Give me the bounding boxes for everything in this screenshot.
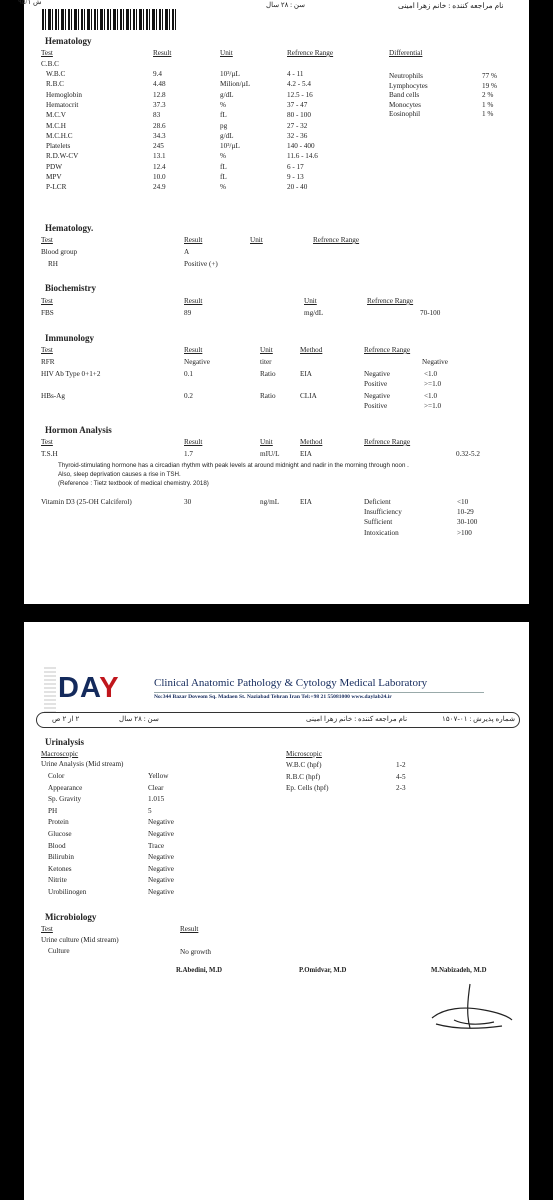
signature-name-1: R.Abedini, M.D (176, 967, 223, 974)
range-value: 4 - 11 (287, 70, 304, 78)
lab-name: Clinical Anatomic Pathology & Cytology Medical Laboratory (154, 677, 428, 689)
range-value: 37 - 47 (287, 100, 308, 109)
test-name: RFR (41, 358, 55, 366)
test-name: HBs-Ag (41, 392, 65, 400)
result-value: 9.4 (153, 70, 162, 78)
unit-value: Ratio (260, 370, 276, 378)
unit-value: pg (220, 121, 228, 130)
col-result: Result (184, 297, 203, 305)
unit-value: 10³/µL (220, 142, 240, 151)
result-value: 4.48 (153, 80, 166, 89)
test-name: PDW (46, 162, 62, 171)
range-value: 11.6 - 14.6 (287, 152, 318, 161)
result-value: 0.1 (184, 370, 193, 378)
col-method: Method (300, 438, 323, 446)
test-name: Glucose (48, 830, 72, 838)
unit-value: 10³/µL (220, 70, 240, 78)
col-unit: Unit (250, 236, 263, 244)
test-name: Urobilinogen (48, 888, 87, 896)
urine-sample: Urine Analysis (Mid stream) (41, 760, 124, 768)
differential-value: 1 % (482, 110, 494, 119)
range-value: >100 (457, 529, 472, 537)
section-title-urinalysis: Urinalysis (45, 737, 85, 747)
differential-name: Lymphocytes (389, 81, 428, 90)
header-divider (154, 692, 484, 693)
differential-name: Band cells (389, 91, 420, 100)
receipt-number: شماره پذیرش : ۰۱-۱۵۰۷ (442, 715, 516, 723)
result-value: 34.3 (153, 131, 166, 140)
section-title-biochemistry: Biochemistry (45, 283, 96, 293)
result-value: Negative (148, 818, 174, 827)
test-name: M.C.H (46, 121, 66, 130)
test-name: R.B.C (hpf) (286, 772, 321, 781)
result-value: Negative (148, 876, 174, 885)
col-result: Result (184, 438, 203, 446)
method-value: EIA (300, 370, 312, 378)
range-value: <1.0 (424, 392, 438, 400)
result-value: 10.0 (153, 173, 166, 181)
differential-name: Neutrophils (389, 72, 423, 80)
test-name: Sp. Gravity (48, 795, 82, 804)
result-value: Positive (+) (184, 260, 218, 268)
range-label: Deficient (364, 498, 391, 506)
signature-name-3: M.Nabizadeh, M.D (431, 967, 487, 974)
test-name: Ketones (48, 864, 72, 873)
microscopic-label: Microscopic (286, 750, 322, 758)
col-test: Test (41, 346, 53, 354)
section-title-hormone: Hormon Analysis (45, 425, 112, 435)
day-logo-text: DA (58, 672, 100, 704)
test-name: MPV (46, 173, 62, 181)
unit-value: ng/mL (260, 498, 280, 506)
result-value: 12.8 (153, 90, 166, 99)
section-title-immunology: Immunology (45, 333, 95, 343)
result-value: Trace (148, 841, 165, 850)
col-test: Test (41, 925, 53, 933)
result-value: Clear (148, 783, 164, 792)
col-test: Test (41, 49, 53, 57)
section-title-hematology: Hematology (45, 36, 92, 46)
handwritten-signature (424, 980, 516, 1032)
tsh-note-1: Thyroid-stimulating hormone has a circadian rhythm with peak levels at around midnight and nadir in the morning through noon . (58, 462, 409, 469)
range-value: 6 - 17 (287, 162, 304, 171)
unit-value: titer (260, 358, 272, 366)
method-value: CLIA (300, 392, 317, 400)
barcode (42, 9, 177, 30)
result-value: 0.2 (184, 392, 193, 400)
result-value: 28.6 (153, 121, 166, 130)
col-unit: Unit (304, 297, 317, 305)
patient-age: سن : ۲۸ سال (119, 715, 160, 723)
tsh-note-3: (Reference : Tietz textbook of medical chemistry. 2018) (58, 480, 209, 487)
col-result: Result (184, 346, 203, 354)
unit-value: fL (220, 162, 227, 171)
result-value: 2-3 (396, 784, 406, 792)
result-value: 245 (153, 142, 164, 151)
range-label: Sufficient (364, 518, 393, 526)
urine-culture-sample: Urine culture (Mid stream) (41, 936, 119, 944)
result-value: 13.1 (153, 152, 166, 161)
test-name: M.C.V (46, 111, 66, 120)
range-value: <1.0 (424, 370, 438, 378)
col-test: Test (41, 297, 53, 305)
result-value: No growth (180, 948, 211, 956)
col-result: Result (153, 49, 172, 57)
test-name: HIV Ab Type 0+1+2 (41, 370, 101, 378)
test-name: M.C.H.C (46, 131, 73, 140)
range-label: Negative (364, 370, 390, 378)
differential-value: 77 % (482, 72, 497, 80)
range-value: <10 (457, 498, 469, 506)
result-value: Negative (148, 864, 174, 873)
test-name: Nitrite (48, 876, 67, 885)
range-label: Intoxication (364, 529, 399, 537)
range-value: 30-100 (457, 518, 478, 526)
unit-value: g/dL (220, 131, 234, 140)
test-name: Blood group (41, 248, 78, 256)
col-range: Refrence Range (364, 438, 411, 446)
signature-name-2: P.Omidvar, M.D (299, 967, 347, 974)
test-name: W.B.C (hpf) (286, 761, 322, 769)
range-value: 27 - 32 (287, 121, 308, 130)
unit-value: % (220, 100, 226, 109)
macroscopic-label: Macroscopic (41, 750, 79, 758)
col-method: Method (300, 346, 323, 354)
result-value: 1.015 (148, 795, 165, 804)
result-value: 1.7 (184, 450, 193, 458)
test-name: P-LCR (46, 183, 67, 192)
range-value: 20 - 40 (287, 183, 308, 192)
range-value: Negative (422, 358, 448, 366)
result-value: Negative (148, 853, 174, 862)
report-page-1 (18, 0, 529, 604)
result-value: A (184, 248, 190, 256)
section-title-microbiology: Microbiology (45, 912, 97, 922)
range-label: Positive (364, 402, 388, 410)
unit-value: Ratio (260, 392, 276, 400)
test-name: Protein (48, 818, 69, 827)
col-unit: Unit (260, 346, 273, 354)
test-name: W.B.C (46, 70, 66, 78)
test-name: Color (48, 772, 65, 780)
range-value: 0.32-5.2 (456, 450, 480, 458)
patient-name: نام مراجعه کننده : خانم زهرا امینی (306, 715, 408, 723)
result-value: Negative (184, 358, 210, 366)
col-test: Test (41, 438, 53, 446)
col-unit: Unit (260, 438, 273, 446)
result-value: 4-5 (396, 772, 406, 781)
range-value: >=1.0 (424, 380, 442, 388)
method-value: EIA (300, 498, 312, 506)
section-title-hematology-2: Hematology. (45, 223, 94, 233)
header-patient: نام مراجعه کننده : خانم زهرا امینی (398, 1, 504, 10)
range-value: 4.2 - 5.4 (287, 80, 311, 89)
unit-value: fL (220, 173, 227, 181)
unit-value: fL (220, 111, 227, 120)
cbc-label: C.B.C (41, 60, 59, 68)
result-value: Negative (148, 888, 174, 896)
result-value: 89 (184, 309, 192, 317)
test-name: Ep. Cells (hpf) (286, 784, 329, 792)
unit-value: % (220, 152, 226, 161)
range-value: 10-29 (457, 508, 474, 516)
report-page-2 (24, 622, 529, 1200)
col-result: Result (180, 925, 199, 933)
day-logo (58, 672, 120, 705)
test-name: Platelets (46, 142, 71, 151)
test-name: FBS (41, 309, 54, 317)
differential-value: 2 % (482, 91, 494, 100)
test-name: Hemoglobin (46, 90, 82, 99)
lab-address: No:344 Bazar Doveom Sq. Madaen St. Naziabad Tehran Iran Tel:+98 21 55081000 www.daylab24.ir (154, 694, 392, 700)
col-unit: Unit (220, 49, 233, 57)
header-corner: ش ۹۵/۱ (18, 0, 42, 6)
logo-decoration (44, 667, 56, 713)
differential-value: 1 % (482, 100, 494, 109)
test-name: R.D.W-CV (46, 152, 79, 161)
page-count: ۲ از ۲ ص (52, 715, 80, 723)
result-value: 5 (148, 806, 152, 815)
result-value: Yellow (148, 772, 169, 780)
unit-value: mIU/L (260, 450, 280, 458)
col-result: Result (184, 236, 203, 244)
result-value: 1-2 (396, 761, 406, 769)
col-range: Refrence Range (364, 346, 411, 354)
test-name: T.S.H (41, 450, 58, 458)
col-test: Test (41, 236, 53, 244)
differential-name: Monocytes (389, 100, 421, 109)
unit-value: Milion/µL (220, 80, 251, 89)
range-label: Insufficiency (364, 508, 402, 516)
range-value: >=1.0 (424, 402, 442, 410)
result-value: 30 (184, 498, 192, 506)
result-value: 24.9 (153, 183, 166, 192)
range-value: 140 - 400 (287, 142, 315, 151)
range-label: Negative (364, 392, 390, 400)
col-differential: Differential (389, 49, 423, 57)
unit-value: mg/dL (304, 309, 324, 317)
unit-value: % (220, 183, 226, 192)
method-value: EIA (300, 450, 312, 458)
range-value: 32 - 36 (287, 131, 308, 140)
test-name: Bilirubin (48, 853, 74, 862)
range-value: 70-100 (420, 309, 441, 317)
result-value: Negative (148, 830, 174, 838)
test-name: Appearance (48, 783, 83, 792)
tsh-note-2: Also, sleep deprivation causes a rise in TSH. (58, 471, 181, 478)
result-value: 37.3 (153, 100, 166, 109)
col-range: Refrence Range (367, 297, 414, 305)
differential-name: Eosinophil (389, 110, 421, 119)
test-name: Blood (48, 841, 66, 850)
col-range: Refrence Range (313, 236, 360, 244)
day-logo-text-y: Y (99, 672, 120, 704)
test-name: R.B.C (46, 80, 64, 89)
col-range: Refrence Range (287, 49, 334, 57)
test-name: PH (48, 806, 58, 815)
unit-value: g/dL (220, 90, 234, 99)
test-name: RH (48, 260, 58, 268)
differential-value: 19 % (482, 81, 497, 90)
test-name: Culture (48, 947, 70, 955)
result-value: 83 (153, 111, 161, 120)
range-label: Positive (364, 380, 388, 388)
test-name: Hematocrit (46, 100, 79, 109)
range-value: 80 - 100 (287, 111, 311, 120)
range-value: 12.5 - 16 (287, 90, 313, 99)
test-name: Vitamin D3 (25-OH Calciferol) (41, 498, 132, 506)
header-age: سن : ۲۸ سال (266, 1, 306, 9)
range-value: 9 - 13 (287, 173, 304, 181)
result-value: 12.4 (153, 162, 166, 171)
